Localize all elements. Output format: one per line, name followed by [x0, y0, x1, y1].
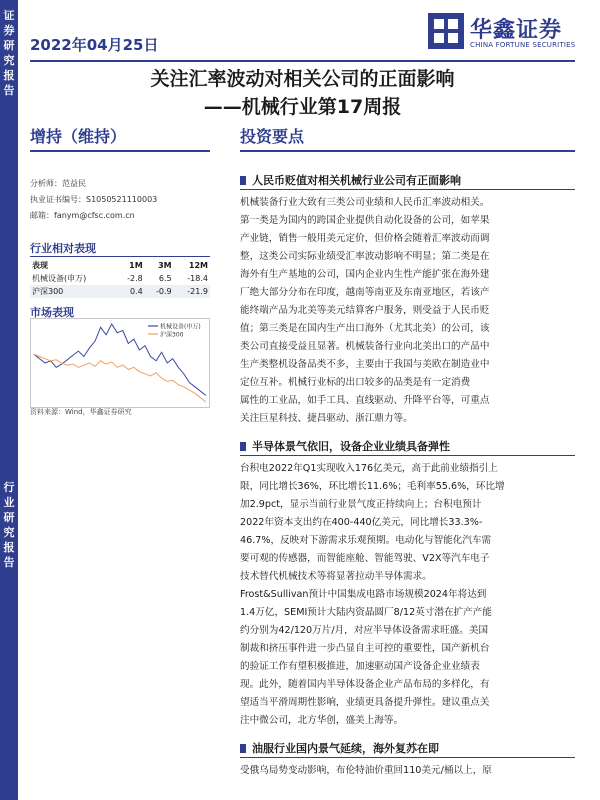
section-heading-3 — [240, 740, 439, 756]
chart-source-note: 资料来源：Wind，华鑫证券研究 — [30, 408, 132, 416]
body-line: Frost&Sullivan预计中国集成电路市场规模2024年将达到 — [240, 589, 487, 600]
key-points-heading: 投资要点 — [240, 127, 305, 146]
body-line: 望适当平滑周期性影响，业绩更具备提升弹性。建议重点关 — [240, 697, 490, 708]
body-line: 能终端产品为北美等美元结算客户服务，则受益于人民币贬 — [240, 305, 490, 316]
section-body-2 — [240, 460, 576, 730]
body-line: 加2.9pct，显示当前行业景气度正持续向上；台积电预计 — [240, 499, 482, 510]
section-heading-text: 人民币贬值对相关机械行业公司有正面影响 — [252, 174, 461, 187]
performance-cell: -21.9 — [187, 287, 208, 296]
analyst-name: 分析师：范益民 — [30, 179, 86, 188]
performance-cell: 12M — [188, 261, 208, 270]
performance-cell: 机械设备(申万) — [32, 274, 87, 283]
legend-label: 沪深300 — [160, 331, 184, 339]
section-marker-icon — [240, 744, 246, 753]
performance-row — [30, 285, 210, 298]
performance-header-row — [30, 259, 210, 272]
performance-cell: 1M — [129, 261, 143, 270]
body-line: 要可观的传感器，而智能座舱、智能驾驶、V2X等汽车电子 — [240, 553, 490, 564]
body-line: 机械装备行业大致有三类公司业绩和人民币汇率波动相关。 — [240, 197, 490, 208]
body-line: 整，这类公司实际业绩受汇率波动影响不明显；第二类是在 — [240, 251, 490, 262]
logo-name: 华鑫证券 — [470, 18, 563, 43]
performance-heading: 行业相对表现 — [30, 242, 96, 255]
rating-underline — [30, 150, 210, 152]
body-line: 2022年资本支出约在400-440亿美元，同比增长33.3%- — [240, 517, 483, 528]
chart-series-line-1 — [34, 354, 206, 402]
section-marker-icon — [240, 442, 246, 451]
body-line: 限，同比增长36%，环比增长11.6%；毛利率55.6%，环比增 — [240, 481, 505, 492]
section-rule — [240, 455, 575, 456]
report-date: 2022年04月25日 — [30, 36, 159, 54]
section-heading-2 — [240, 438, 450, 454]
legend-label: 机械设备(申万) — [160, 323, 201, 331]
body-line: 厂绝大部分分布在印度，越南等南亚及东南亚地区，若该产 — [240, 287, 490, 298]
body-line: 注中微公司，北方华创，盛美上海等。 — [240, 715, 404, 726]
body-line: 受俄乌局势变动影响，布伦特油价重回110美元/桶以上，原 — [240, 765, 492, 776]
performance-table — [30, 259, 210, 298]
logo-english: CHINA FORTUNE SECURITIES — [470, 41, 576, 49]
body-line: 第一类是为国内的跨国企业提供自动化设备的公司，如苹果 — [240, 215, 490, 226]
rating-label: 增持（维持） — [30, 127, 127, 146]
body-line: 台积电2022年Q1实现收入176亿美元，高于此前业绩指引上 — [240, 463, 498, 474]
key-points-underline — [240, 150, 575, 152]
body-line: 类公司直接受益且显著。机械装备行业向北美出口的产品中 — [240, 341, 490, 352]
analyst-license: 执业证书编号：S1050521110003 — [30, 195, 158, 204]
analyst-email[interactable]: 邮箱：fanym@cfsc.com.cn — [30, 211, 135, 220]
body-line: 关注巨星科技、捷昌驱动、浙江鼎力等。 — [240, 413, 413, 424]
report-title-line1: 关注汇率波动对相关公司的正面影响 — [150, 68, 455, 90]
header-divider — [30, 60, 575, 62]
performance-cell: 沪深300 — [32, 287, 64, 296]
performance-cell: 3M — [158, 261, 172, 270]
body-line: 属性的工业品，如手工具、直线驱动、升降平台等，可重点 — [240, 395, 490, 406]
performance-cell: -0.9 — [155, 287, 172, 296]
performance-cell: 6.5 — [158, 274, 172, 283]
sidebar-top-label: 证 券 研 究 报 告 — [3, 9, 15, 97]
body-line: 46.7%，反映对下游需求乐观预期。电动化与智能化汽车需 — [240, 535, 492, 546]
performance-cell: -2.8 — [127, 274, 143, 283]
sidebar-bottom-label: 行 业 研 究 报 告 — [3, 481, 15, 569]
section-body-1 — [240, 194, 576, 428]
analyst-info — [30, 176, 210, 224]
report-title-line2: ——机械行业第17周报 — [203, 96, 402, 118]
body-line: 现。此外，随着国内半导体设备企业产品布局的多样化，有 — [240, 679, 490, 690]
performance-cell: 0.4 — [129, 287, 143, 296]
body-line: 1.4万亿，SEMI预计大陆内资晶圆厂8/12英寸潜在扩产产能 — [240, 607, 492, 618]
section-body-3 — [240, 762, 576, 780]
body-line: 定位互补。机械行业标的出口较多的品类是有一定消费 — [240, 377, 471, 388]
section-heading-text: 半导体景气依旧，设备企业业绩具备弹性 — [252, 440, 450, 453]
section-marker-icon — [240, 176, 246, 185]
section-heading-text: 油服行业国内景气延续，海外复苏在即 — [252, 742, 439, 755]
body-line: 海外有生产基地的公司，国内企业内生性产能扩张在海外建 — [240, 269, 490, 280]
performance-cell: 表现 — [32, 261, 48, 270]
performance-rule — [30, 256, 210, 257]
logo-icon — [428, 13, 464, 49]
body-line: 值；第三类是在国内生产出口海外（尤其北美）的公司，该 — [240, 323, 490, 334]
performance-row — [30, 272, 210, 285]
market-chart — [30, 318, 210, 408]
market-heading: 市场表现 — [30, 306, 74, 319]
body-line: 的验证工作有望积极推进，加速驱动国产设备企业业绩表 — [240, 661, 480, 672]
section-heading-1 — [240, 172, 461, 188]
body-line: 生产类整机设备品类不多，主要由于我国与美欧在制造业中 — [240, 359, 490, 370]
section-rule — [240, 757, 575, 758]
body-line: 约分别为42/120万片/月，对应半导体设备需求旺盛。美国 — [240, 625, 489, 636]
body-line: 制裁和挤压事件进一步凸显自主可控的重要性，国产新机台 — [240, 643, 490, 654]
left-sidebar-band — [0, 0, 18, 800]
body-line: 产业链，销售一般用美元定价，但价格会随着汇率波动而调 — [240, 233, 490, 244]
section-rule — [240, 189, 575, 190]
body-line: 技术替代机械技术等将显著拉动半导体需求。 — [240, 571, 432, 582]
performance-cell: -18.4 — [187, 274, 208, 283]
